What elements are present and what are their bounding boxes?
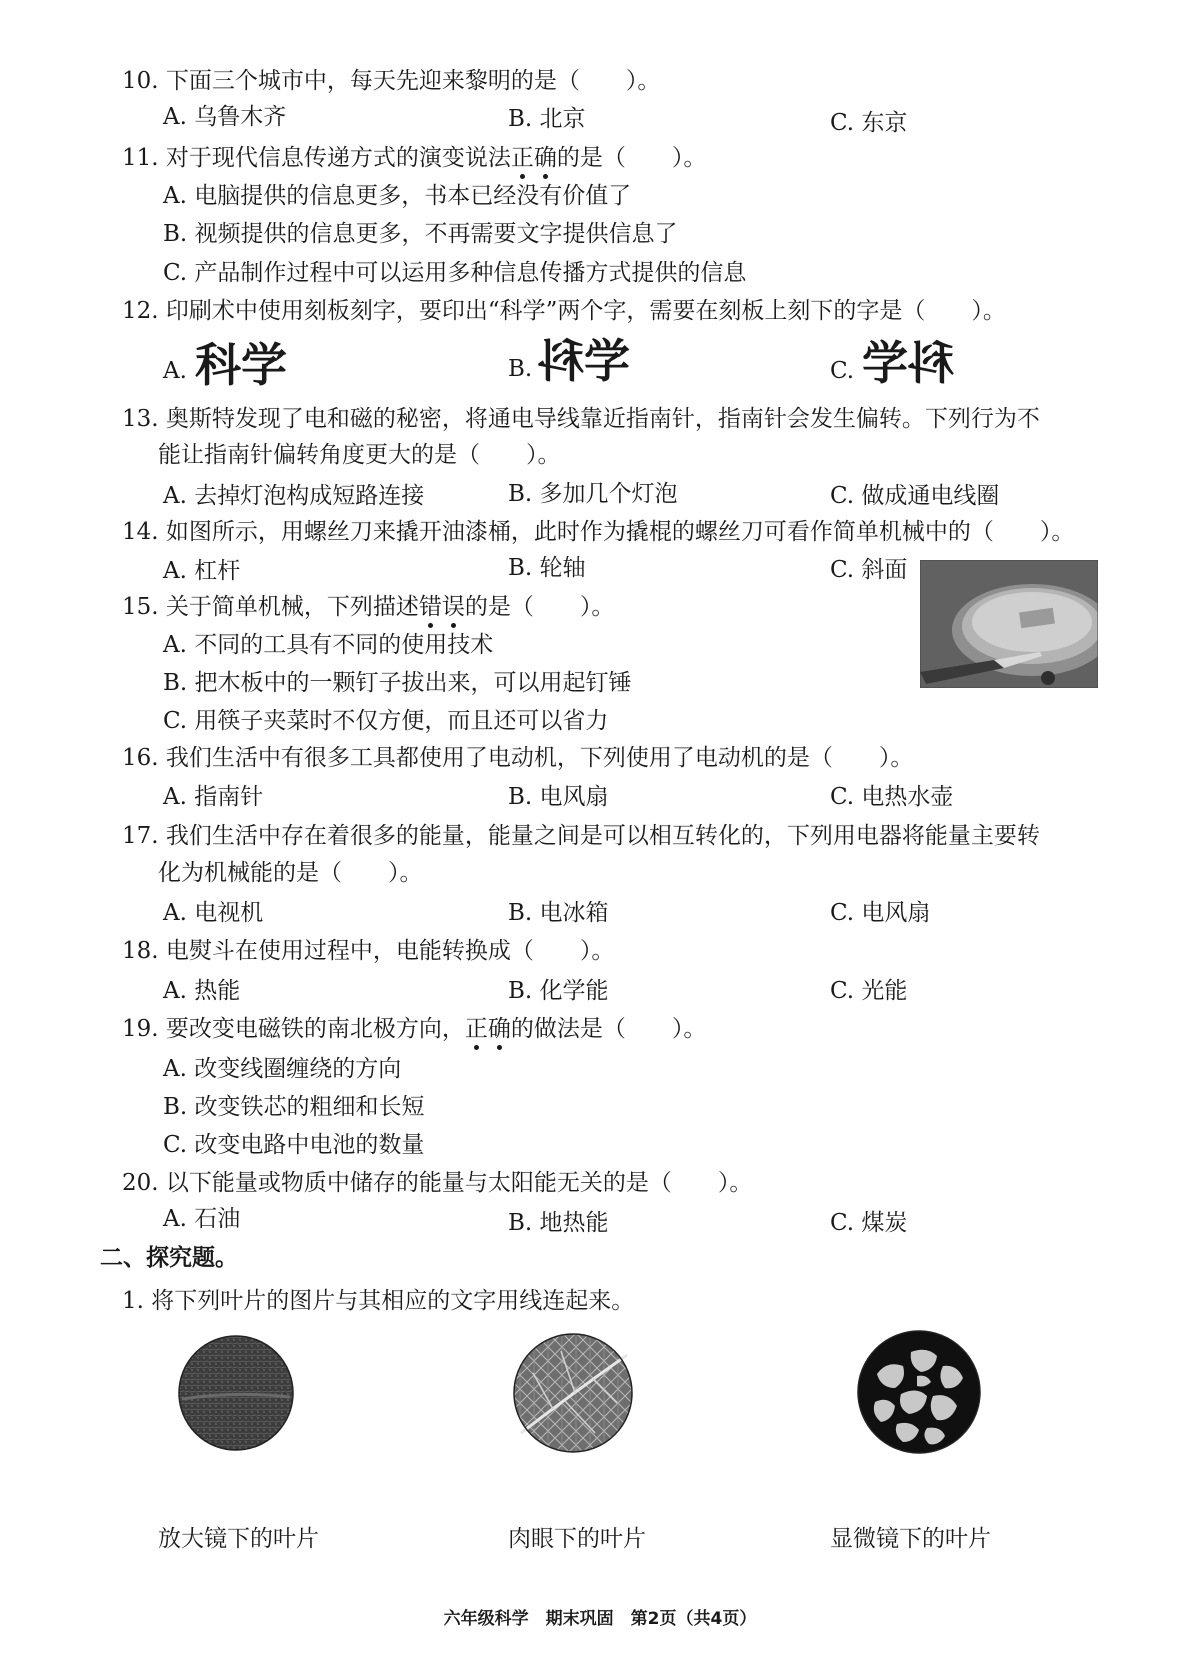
leaf-image-naked-eye xyxy=(513,1333,633,1453)
q17-stem-cont: 化为机械能的是（ ）。 xyxy=(158,860,423,886)
q15-option-a: A. 不同的工具有不同的使用技术 xyxy=(163,632,494,658)
q12-option-a-label: A. xyxy=(163,358,187,384)
leaf-image-microscope xyxy=(857,1330,981,1454)
question-20 xyxy=(122,1172,752,1195)
question-stem: 奥斯特发现了电和磁的秘密，将通电导线靠近指南针，指南针会发生偏转。下列行为不 xyxy=(165,406,1040,432)
q20-option-c: C. 煤炭 xyxy=(830,1210,908,1236)
q18-option-c: C. 光能 xyxy=(830,978,908,1004)
q14-option-a: A. 杠杆 xyxy=(163,558,241,584)
question-stem-end: 的做法是（ ）。 xyxy=(510,1016,707,1042)
question-stem: 电熨斗在使用过程中，电能转换成（ ）。 xyxy=(165,938,615,964)
question-stem-end: 的是（ ）。 xyxy=(464,594,615,620)
q13-option-a: A. 去掉灯泡构成短路连接 xyxy=(163,483,425,509)
question-number: 13. xyxy=(122,406,159,432)
q16-option-c: C. 电热水壶 xyxy=(830,784,954,810)
q17-option-c: C. 电风扇 xyxy=(830,900,931,926)
question-stem: 如图所示，用螺丝刀来撬开油漆桶，此时作为撬棍的螺丝刀可看作简单机械中的（ ）。 xyxy=(165,519,1075,545)
question-number: 11. xyxy=(122,145,159,171)
mirrored-char: 科 xyxy=(908,336,954,390)
leaf-image-magnifier xyxy=(178,1335,294,1451)
question-number: 19. xyxy=(122,1016,159,1042)
q11-option-a: A. 电脑提供的信息更多，书本已经没有价值了 xyxy=(163,183,632,209)
question-stem: 下面三个城市中，每天先迎来黎明的是（ ）。 xyxy=(165,68,661,94)
question-stem: 对于现代信息传递方式的演变说法 xyxy=(165,145,511,171)
mirrored-char: 科 xyxy=(538,334,584,388)
question-number: 18. xyxy=(122,938,159,964)
q20-option-a: A. 石油 xyxy=(163,1206,241,1232)
q18-option-b: B. 化学能 xyxy=(508,978,609,1004)
question-stem: 以下能量或物质中储存的能量与太阳能无关的是（ ）。 xyxy=(165,1170,753,1196)
question-12 xyxy=(122,300,1006,323)
q12-option-c-label: C. xyxy=(830,358,855,384)
emphasis-char: 误 xyxy=(441,594,465,620)
question-number: 12. xyxy=(122,298,159,324)
q16-option-b: B. 电风扇 xyxy=(508,784,609,810)
q12-option-c-glyphs xyxy=(862,336,954,390)
question-stem: 我们生活中存在着很多的能量，能量之间是可以相互转化的，下列用电器将能量主要转 xyxy=(165,823,1040,849)
question-13 xyxy=(122,408,1040,431)
q13-option-c: C. 做成通电线圈 xyxy=(830,483,1000,509)
q12-option-b-glyphs xyxy=(538,334,630,388)
section-title: 二、探究题。 xyxy=(100,1244,238,1271)
explore-question-1: 1. 将下列叶片的图片与其相应的文字用线连起来。 xyxy=(122,1288,635,1314)
q20-option-b: B. 地热能 xyxy=(508,1210,609,1236)
q13-stem-cont: 能让指南针偏转角度更大的是（ ）。 xyxy=(158,442,561,468)
question-10 xyxy=(122,70,660,93)
emphasis-char: 确 xyxy=(487,1016,511,1042)
caption-magnifier: 放大镜下的叶片 xyxy=(158,1526,319,1552)
q11-option-b: B. 视频提供的信息更多，不再需要文字提供信息了 xyxy=(163,221,678,247)
q13-option-b: B. 多加几个灯泡 xyxy=(508,481,678,507)
emphasis-char: 正 xyxy=(510,145,534,171)
question-11 xyxy=(122,147,706,170)
question-number: 10. xyxy=(122,68,159,94)
paint-can-screwdriver-photo xyxy=(920,560,1098,688)
question-stem: 印刷术中使用刻板刻字，要印出“科学”两个字，需要在刻板上刻下的字是（ ）。 xyxy=(165,298,1006,324)
q18-option-a: A. 热能 xyxy=(163,978,241,1004)
emphasis-char: 错 xyxy=(418,594,442,620)
question-number: 14. xyxy=(122,519,159,545)
q10-option-b: B. 北京 xyxy=(508,106,586,132)
q11-option-c: C. 产品制作过程中可以运用多种信息传播方式提供的信息 xyxy=(163,260,747,286)
q16-option-a: A. 指南针 xyxy=(163,784,264,810)
q12-option-b-label: B. xyxy=(508,356,533,382)
q15-option-c: C. 用筷子夹菜时不仅方便，而且还可以省力 xyxy=(163,708,609,734)
page-footer: 六年级科学 期末巩固 第2页（共4页） xyxy=(443,1609,757,1629)
question-number: 17. xyxy=(122,823,159,849)
question-16 xyxy=(122,747,913,770)
question-stem: 我们生活中有很多工具都使用了电动机，下列使用了电动机的是（ ）。 xyxy=(165,745,914,771)
emphasis-char: 确 xyxy=(533,145,557,171)
question-stem: 要改变电磁铁的南北极方向， xyxy=(165,1016,465,1042)
question-stem-end: 的是（ ）。 xyxy=(556,145,707,171)
q15-option-b: B. 把木板中的一颗钉子拔出来，可以用起钉锤 xyxy=(163,670,632,696)
caption-microscope: 显微镜下的叶片 xyxy=(830,1526,991,1552)
question-18 xyxy=(122,940,614,963)
q17-option-a: A. 电视机 xyxy=(163,900,264,926)
emphasis-char: 正 xyxy=(464,1016,488,1042)
q19-option-b: B. 改变铁芯的粗细和长短 xyxy=(163,1094,425,1120)
question-19 xyxy=(122,1018,706,1041)
question-14 xyxy=(122,521,1074,544)
q10-option-c: C. 东京 xyxy=(830,110,908,136)
question-17 xyxy=(122,825,1040,848)
q14-option-b: B. 轮轴 xyxy=(508,555,586,581)
q14-option-c: C. 斜面 xyxy=(830,557,908,583)
q19-option-c: C. 改变电路中电池的数量 xyxy=(163,1132,425,1158)
plain-char: 学 xyxy=(584,334,630,388)
q17-option-b: B. 电冰箱 xyxy=(508,900,609,926)
q12-option-a-glyphs: 科学 xyxy=(195,338,287,392)
question-15 xyxy=(122,596,614,619)
q10-option-a: A. 乌鲁木齐 xyxy=(163,104,287,130)
question-number: 16. xyxy=(122,745,159,771)
q19-option-a: A. 改变线圈缠绕的方向 xyxy=(163,1056,402,1082)
plain-char: 学 xyxy=(862,336,908,390)
question-stem: 关于简单机械，下列描述 xyxy=(165,594,419,620)
question-number: 15. xyxy=(122,594,159,620)
caption-naked-eye: 肉眼下的叶片 xyxy=(508,1526,646,1552)
question-number: 20. xyxy=(122,1170,159,1196)
